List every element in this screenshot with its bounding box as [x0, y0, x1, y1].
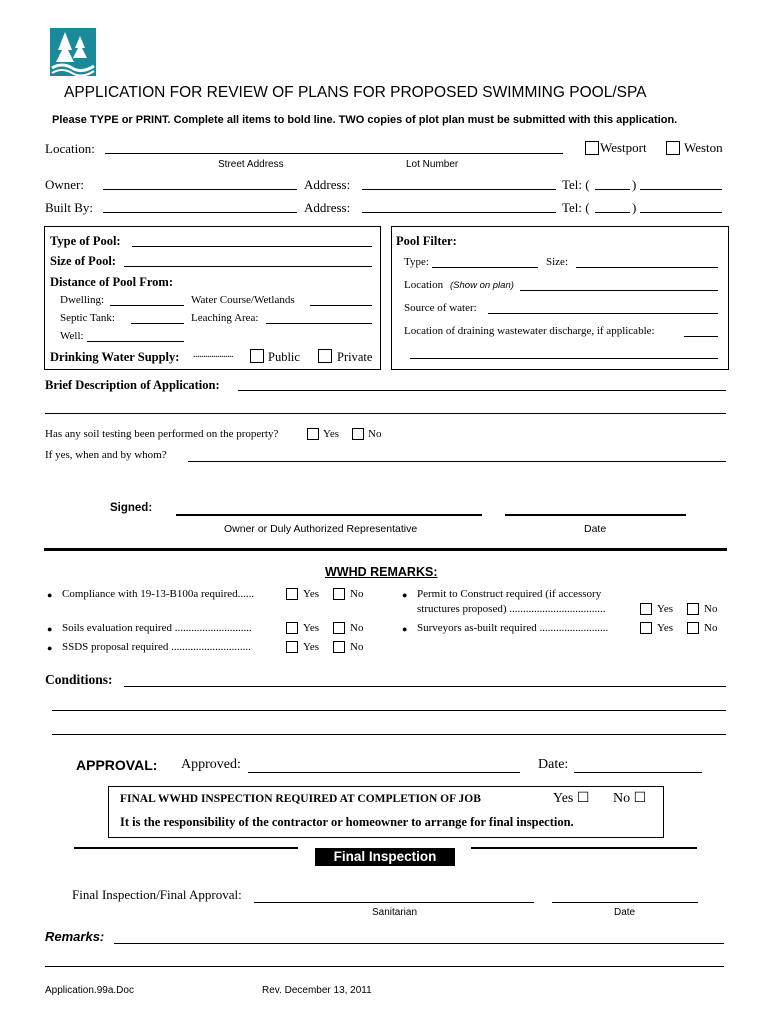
owner-address-field[interactable]: [362, 189, 556, 190]
remarks-field-2[interactable]: [45, 966, 724, 967]
source-water-label: Source of water:: [404, 302, 477, 314]
source-water-field[interactable]: [488, 313, 718, 314]
compliance-no-label: No: [350, 588, 364, 600]
remarks-label: Remarks:: [45, 929, 105, 944]
builtby-address-field[interactable]: [362, 212, 556, 213]
brief-description-field[interactable]: [238, 390, 726, 391]
well-field[interactable]: [87, 341, 184, 342]
responsibility-text: It is the responsibility of the contractor or homeowner to arrange for final inspection.: [120, 815, 574, 829]
location-field[interactable]: [105, 153, 563, 154]
weston-checkbox[interactable]: [666, 141, 680, 155]
filter-type-label: Type:: [404, 256, 429, 268]
soil-yes-label: Yes: [323, 428, 340, 440]
ssds-yes-checkbox[interactable]: [286, 641, 298, 653]
compliance-no-checkbox[interactable]: [333, 588, 345, 600]
if-yes-field[interactable]: [188, 461, 726, 462]
if-yes-label: If yes, when and by whom?: [45, 449, 167, 461]
size-of-pool-field[interactable]: [124, 266, 372, 267]
dwelling-label: Dwelling:: [60, 294, 104, 306]
soils-no-label: No: [350, 622, 364, 634]
bullet-icon: ●: [47, 590, 53, 600]
final-required-text: FINAL WWHD INSPECTION REQUIRED AT COMPLETION OF JOB: [120, 793, 481, 805]
approval-date-field[interactable]: [574, 772, 702, 773]
bullet-icon: ●: [47, 643, 53, 653]
westport-checkbox[interactable]: [585, 141, 599, 155]
water-course-field[interactable]: [310, 305, 372, 306]
soils-eval-label: Soils evaluation required ............................: [62, 622, 252, 634]
filter-size-label: Size:: [546, 256, 568, 268]
soil-question: Has any soil testing been performed on the property?: [45, 428, 279, 440]
soils-no-checkbox[interactable]: [333, 622, 345, 634]
signature-date-caption: Date: [584, 523, 607, 535]
footer-doc-name: Application.99a.Doc: [45, 985, 134, 996]
conditions-label: Conditions:: [45, 672, 113, 687]
distance-label: Distance of Pool From:: [50, 275, 174, 289]
westport-label: Westport: [600, 140, 647, 155]
builtby-tel-area[interactable]: [595, 212, 630, 213]
surveyor-yes-label: Yes: [657, 622, 674, 634]
builtby-field[interactable]: [103, 212, 297, 213]
owner-tel-area[interactable]: [595, 189, 630, 190]
ssds-no-checkbox[interactable]: [333, 641, 345, 653]
builtby-tel-label: Tel: (: [562, 200, 590, 215]
surveyor-no-checkbox[interactable]: [687, 622, 699, 634]
builtby-tel-field[interactable]: [640, 212, 722, 213]
soil-no-label: No: [368, 428, 382, 440]
tree-logo-icon: [50, 28, 96, 76]
drain-label: Location of draining wastewater discharge, if applicable:: [404, 325, 655, 337]
permit-label-2: structures proposed) ...................................: [417, 603, 606, 615]
septic-label: Septic Tank:: [60, 312, 115, 324]
final-yes[interactable]: Yes ☐: [553, 791, 590, 806]
lot-number-caption: Lot Number: [406, 159, 459, 170]
compliance-yes-checkbox[interactable]: [286, 588, 298, 600]
final-no[interactable]: No ☐: [613, 791, 647, 806]
compliance-label: Compliance with 19-13-B100a required......: [62, 588, 255, 600]
bullet-icon: ●: [47, 624, 53, 634]
bullet-icon: ●: [402, 624, 408, 634]
builtby-tel-close: ): [632, 200, 637, 215]
soils-yes-checkbox[interactable]: [286, 622, 298, 634]
leaching-field[interactable]: [266, 323, 372, 324]
owner-label: Owner:: [45, 177, 84, 192]
drinking-water-label: Drinking Water Supply:: [50, 350, 180, 364]
type-of-pool-field[interactable]: [132, 246, 372, 247]
logo: [50, 28, 96, 76]
public-checkbox[interactable]: [250, 349, 264, 363]
compliance-yes-label: Yes: [303, 588, 320, 600]
owner-tel-close: ): [632, 177, 637, 192]
signature-field[interactable]: [176, 514, 482, 516]
private-checkbox[interactable]: [318, 349, 332, 363]
brief-description-field-2[interactable]: [45, 413, 726, 414]
sanitarian-caption: Sanitarian: [372, 907, 418, 918]
septic-field[interactable]: [131, 323, 184, 324]
drain-field[interactable]: [684, 336, 718, 337]
final-date-caption: Date: [614, 907, 636, 918]
page-title: APPLICATION FOR REVIEW OF PLANS FOR PROPOSED SWIMMING POOL/SPA: [64, 84, 647, 101]
owner-tel-label: Tel: (: [562, 177, 590, 192]
permit-yes-checkbox[interactable]: [640, 603, 652, 615]
filter-location-field[interactable]: [520, 290, 718, 291]
approval-label: APPROVAL:: [76, 757, 158, 773]
drinking-dots: ....................: [193, 349, 233, 360]
builtby-address-label: Address:: [304, 200, 351, 215]
soils-yes-label: Yes: [303, 622, 320, 634]
final-approval-label: Final Inspection/Final Approval:: [72, 887, 242, 902]
owner-address-label: Address:: [304, 177, 351, 192]
weston-label: Weston: [684, 140, 723, 155]
section-divider: [44, 548, 727, 551]
filter-size-field[interactable]: [576, 267, 718, 268]
approved-label: Approved:: [181, 757, 241, 772]
owner-tel-field[interactable]: [640, 189, 722, 190]
conditions-field-3[interactable]: [52, 734, 726, 735]
filter-location-note: (Show on plan): [450, 280, 514, 291]
leaching-label: Leaching Area:: [191, 312, 259, 324]
drain-field-2[interactable]: [410, 358, 718, 359]
water-course-label: Water Course/Wetlands: [191, 294, 295, 306]
bullet-icon: ●: [402, 590, 408, 600]
type-of-pool-label: Type of Pool:: [50, 234, 121, 248]
pool-filter-label: Pool Filter:: [396, 234, 457, 248]
final-approval-date-field[interactable]: [552, 902, 698, 903]
remarks-field[interactable]: [114, 943, 724, 944]
soil-yes-checkbox[interactable]: [307, 428, 319, 440]
permit-no-label: No: [704, 603, 718, 615]
permit-yes-label: Yes: [657, 603, 674, 615]
banner-line-right: [471, 847, 697, 849]
permit-label: Permit to Construct required (if accessory: [417, 588, 602, 600]
soil-no-checkbox[interactable]: [352, 428, 364, 440]
brief-description-label: Brief Description of Application:: [45, 378, 220, 392]
signed-label: Signed:: [110, 502, 153, 514]
street-address-caption: Street Address: [218, 159, 284, 170]
final-inspection-banner: Final Inspection: [315, 848, 455, 866]
private-label: Private: [337, 350, 373, 364]
size-of-pool-label: Size of Pool:: [50, 254, 116, 268]
conditions-field-2[interactable]: [52, 710, 726, 711]
approval-date-label: Date:: [538, 757, 569, 772]
final-approval-field[interactable]: [254, 902, 534, 903]
dwelling-field[interactable]: [110, 305, 184, 306]
owner-field[interactable]: [103, 189, 297, 190]
ssds-no-label: No: [350, 641, 364, 653]
approved-field[interactable]: [248, 772, 520, 773]
banner-line-left: [74, 847, 298, 849]
permit-no-checkbox[interactable]: [687, 603, 699, 615]
builtby-label: Built By:: [45, 200, 94, 215]
wwhd-remarks-title: WWHD REMARKS:: [325, 565, 438, 579]
ssds-label: SSDS proposal required .............................: [62, 641, 251, 653]
instructions: Please TYPE or PRINT. Complete all items to bold line. TWO copies of plot plan must be submitted with this application.: [52, 114, 678, 126]
surveyor-yes-checkbox[interactable]: [640, 622, 652, 634]
surveyor-label: Surveyors as-built required .........................: [417, 622, 609, 634]
public-label: Public: [268, 350, 300, 364]
filter-type-field[interactable]: [432, 267, 538, 268]
conditions-field[interactable]: [124, 686, 726, 687]
ssds-yes-label: Yes: [303, 641, 320, 653]
footer-revision: Rev. December 13, 2011: [262, 985, 372, 996]
well-label: Well:: [60, 330, 84, 342]
location-label: Location:: [45, 141, 95, 156]
signature-date-field[interactable]: [505, 514, 686, 516]
surveyor-no-label: No: [704, 622, 718, 634]
filter-location-label: Location: [404, 279, 444, 291]
owner-rep-caption: Owner or Duly Authorized Representative: [224, 523, 418, 535]
